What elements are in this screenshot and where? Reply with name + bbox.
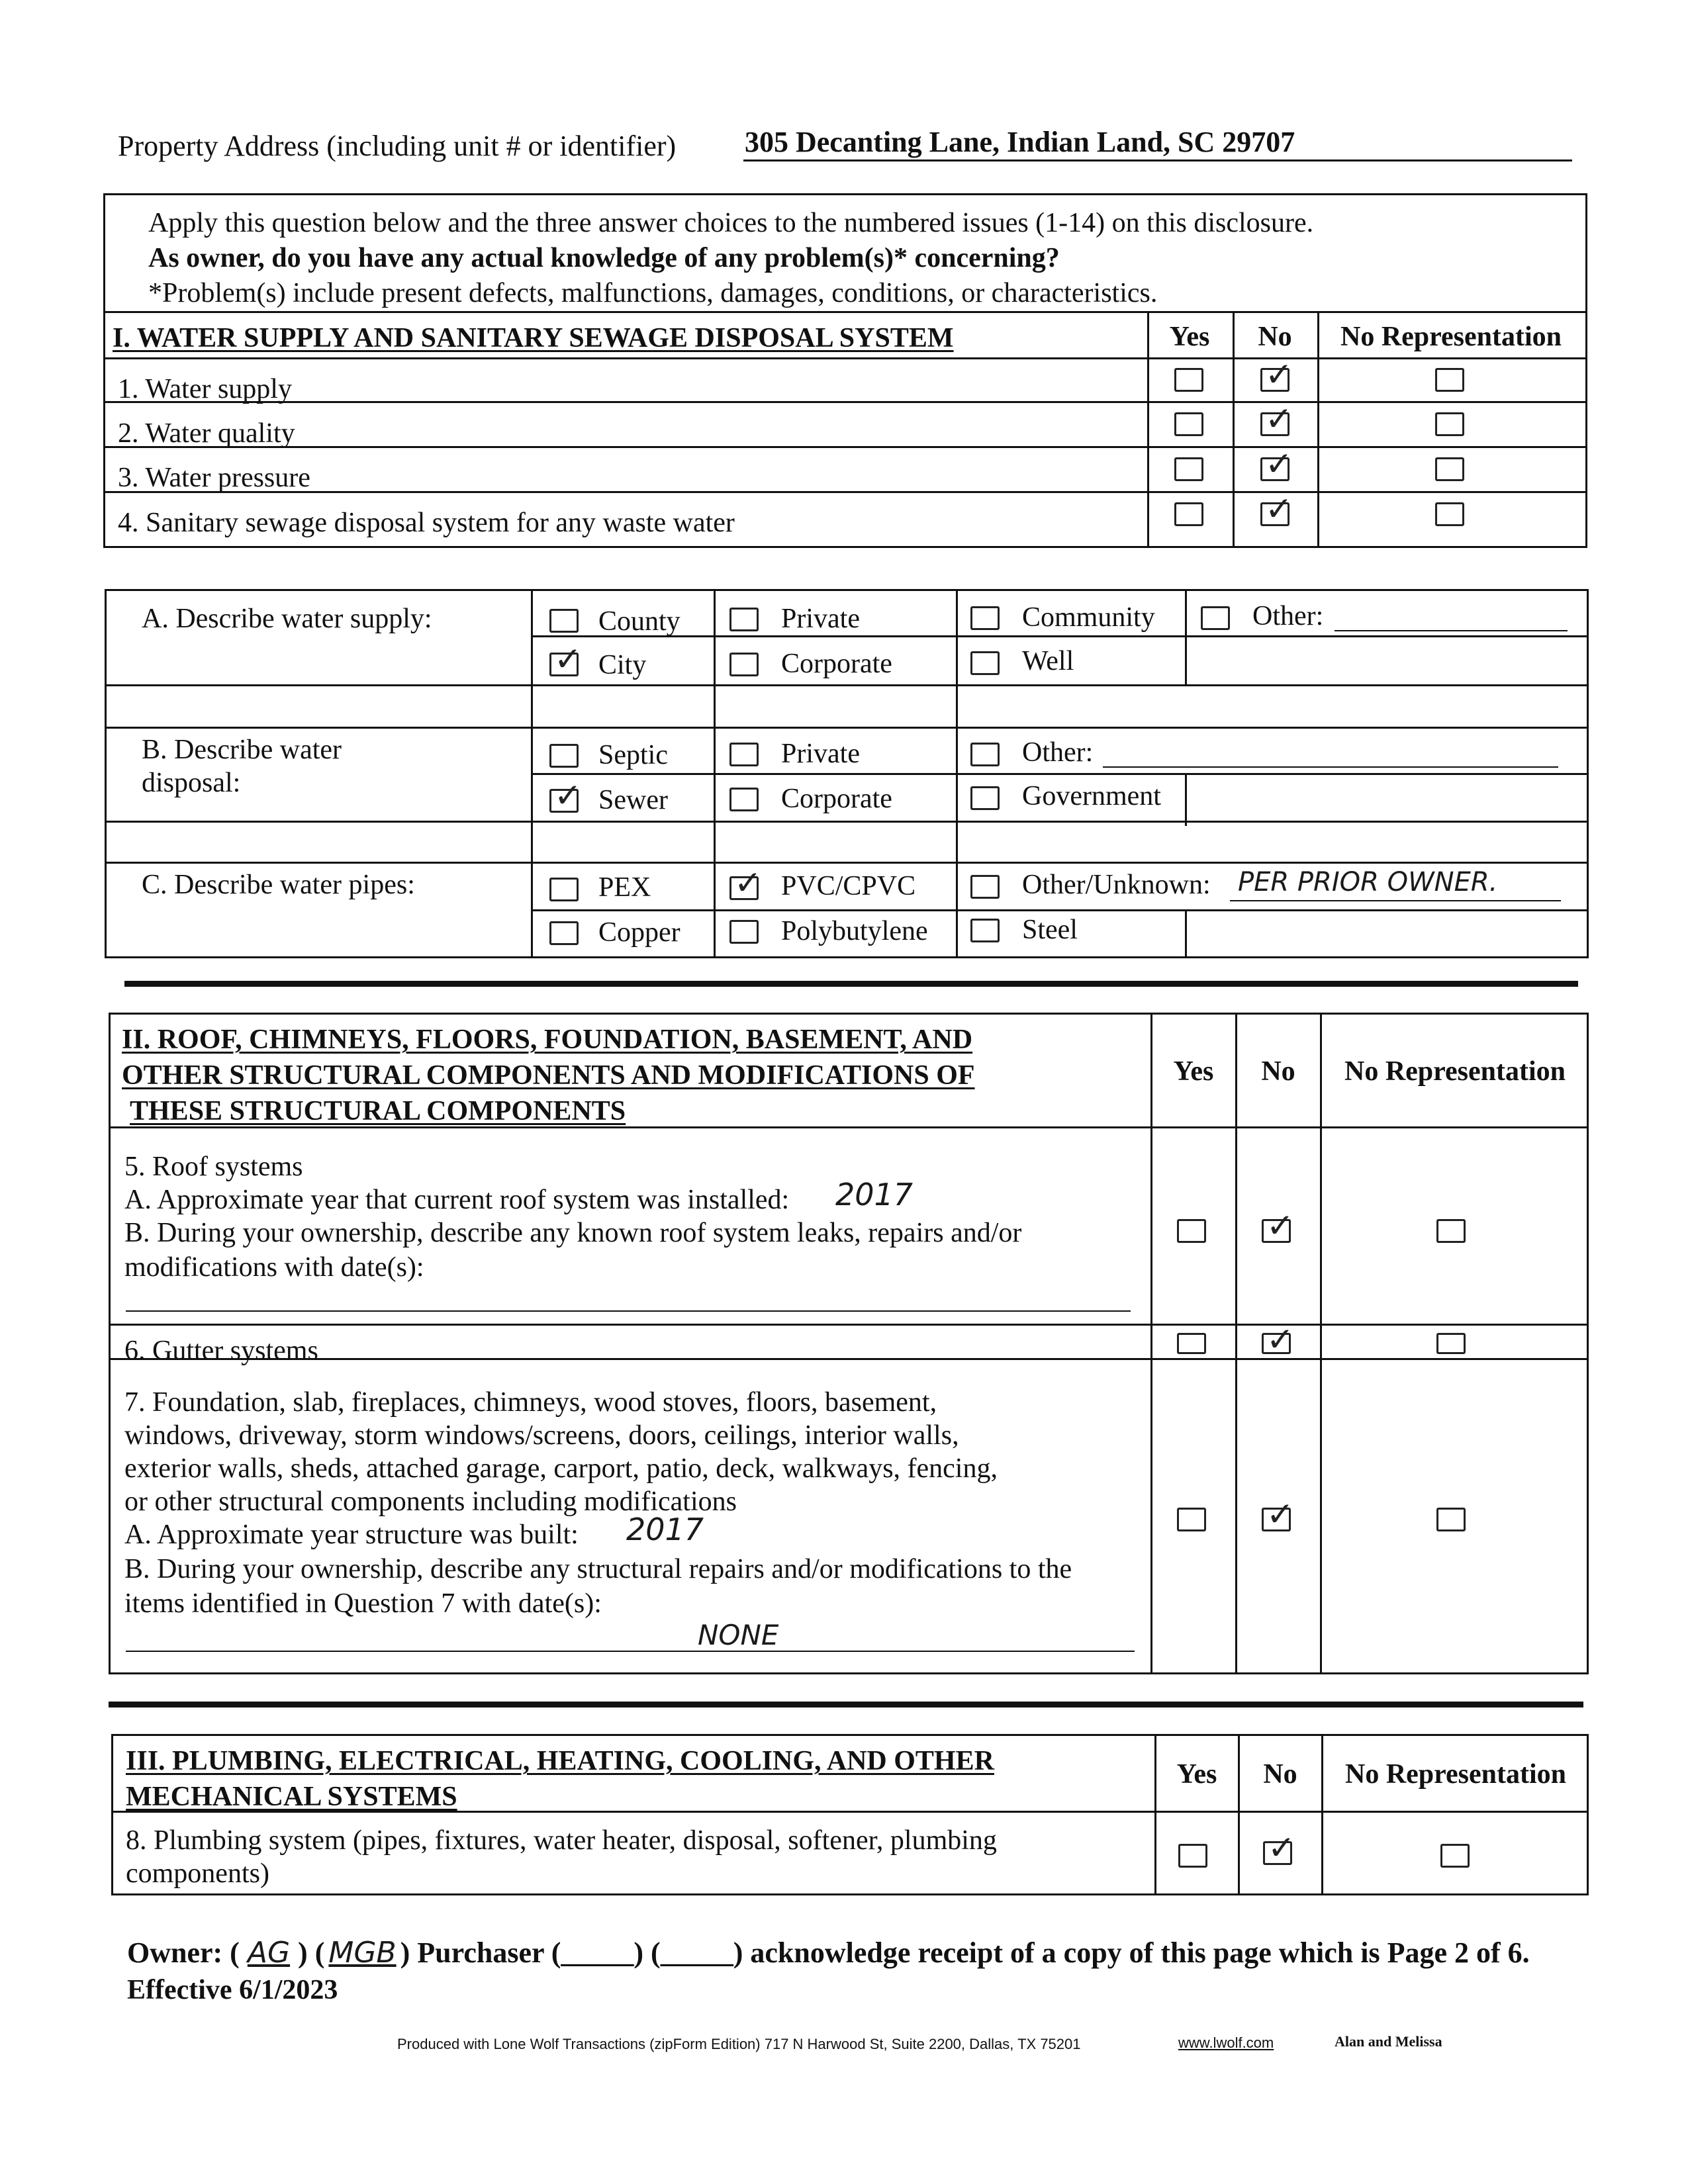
pipes-pvc-label: PVC/CPVC — [781, 871, 916, 901]
section3-title-1: III. PLUMBING, ELECTRICAL, HEATING, COOLING, AND OTHER — [126, 1746, 994, 1776]
divider — [105, 684, 1589, 686]
item4-no-checkbox[interactable] — [1260, 490, 1293, 528]
divider — [531, 773, 1589, 775]
item3-yes-checkbox[interactable] — [1174, 457, 1203, 481]
document-name: Alan and Melissa — [1335, 2033, 1442, 2050]
item6-yes-checkbox[interactable] — [1177, 1333, 1206, 1354]
pipes-polybutylene-checkbox[interactable] — [729, 920, 759, 944]
section1-title: I. WATER SUPPLY AND SANITARY SEWAGE DISPOSAL SYSTEM — [113, 323, 954, 353]
pipes-pvc-checkbox[interactable] — [729, 864, 762, 902]
disposal-septic-label: Septic — [598, 740, 668, 770]
section-separator — [109, 1702, 1583, 1707]
disposal-private-label: Private — [781, 739, 860, 769]
produced-with: Produced with Lone Wolf Transactions (zipForm Edition) 717 N Harwood St, Suite 2200, Dallas, TX 75201 — [397, 2036, 1081, 2052]
divider — [1320, 1013, 1322, 1674]
pipes-other-handwritten: PER PRIOR OWNER. — [1238, 867, 1498, 897]
item5-label: 5. Roof systems — [124, 1152, 303, 1182]
divider — [1233, 311, 1235, 548]
item7-line4: or other structural components including modifications — [124, 1486, 737, 1517]
disposal-other-label: Other: — [1022, 737, 1094, 768]
item5-a-handwritten: 2017 — [835, 1177, 914, 1212]
item5-yes-checkbox[interactable] — [1177, 1219, 1206, 1243]
divider — [1185, 909, 1187, 958]
property-address-value: 305 Decanting Lane, Indian Land, SC 29707 — [745, 126, 1295, 158]
supply-city-checkbox[interactable] — [549, 640, 582, 678]
item6-norep-checkbox[interactable] — [1436, 1333, 1466, 1354]
item6-no-checkbox[interactable] — [1262, 1320, 1294, 1359]
item3-norep-checkbox[interactable] — [1435, 457, 1464, 481]
pipes-other-label: Other/Unknown: — [1022, 870, 1211, 900]
pipes-pex-checkbox[interactable] — [549, 878, 579, 901]
check-icon: ✓ — [554, 776, 582, 815]
divider — [103, 446, 1587, 448]
disposal-other-checkbox[interactable] — [970, 743, 1000, 766]
supply-other-label: Other: — [1252, 601, 1324, 631]
check-icon: ✓ — [1265, 445, 1293, 483]
item5-b2: modifications with date(s): — [124, 1252, 424, 1283]
pipes-steel-label: Steel — [1022, 915, 1078, 945]
intro-line2: As owner, do you have any actual knowledge of any problem(s)* concerning? — [148, 243, 1060, 273]
check-icon: ✓ — [1268, 1829, 1295, 1867]
item1-no-checkbox[interactable] — [1260, 355, 1293, 394]
section2-title-1: II. ROOF, CHIMNEYS, FLOORS, FOUNDATION, BASEMENT, AND — [122, 1024, 973, 1055]
check-icon: ✓ — [1265, 490, 1293, 528]
supply-other-checkbox[interactable] — [1201, 606, 1230, 630]
intro-line3: *Problem(s) include present defects, malfunctions, damages, conditions, or characteristics. — [148, 278, 1158, 308]
item8-line1: 8. Plumbing system (pipes, fixtures, water heater, disposal, softener, plumbing — [126, 1825, 997, 1856]
col-no-representation: No Representation — [1340, 322, 1562, 352]
s3-col-yes: Yes — [1176, 1759, 1217, 1790]
pipes-pex-label: PEX — [598, 872, 651, 903]
disposal-government-checkbox[interactable] — [970, 786, 1000, 810]
item5-b1: B. During your ownership, describe any known roof system leaks, repairs and/or — [124, 1218, 1022, 1248]
divider — [103, 491, 1587, 493]
item5-a: A. Approximate year that current roof system was installed: — [124, 1185, 790, 1215]
disposal-government-label: Government — [1022, 781, 1161, 811]
pipes-other-checkbox[interactable] — [970, 875, 1000, 899]
s2-col-no: No — [1261, 1056, 1295, 1087]
item1-label: 1. Water supply — [118, 374, 292, 404]
supply-county-checkbox[interactable] — [549, 609, 579, 633]
footer-mid2: ) ( — [633, 1936, 661, 1969]
supply-well-checkbox[interactable] — [970, 651, 1000, 675]
footer-acknowledgement — [127, 1936, 1530, 1970]
item7-yes-checkbox[interactable] — [1177, 1508, 1206, 1531]
item4-yes-checkbox[interactable] — [1174, 502, 1203, 526]
item7-b-handwritten: NONE — [698, 1619, 779, 1651]
check-icon: ✓ — [1266, 1495, 1294, 1533]
check-icon: ✓ — [734, 864, 762, 902]
divider — [1185, 773, 1187, 826]
item7-line2: windows, driveway, storm windows/screens, doors, ceilings, interior walls, — [124, 1420, 959, 1451]
item3-label: 3. Water pressure — [118, 463, 310, 493]
col-no: No — [1258, 322, 1292, 352]
disposal-private-checkbox[interactable] — [729, 743, 759, 766]
supply-community-checkbox[interactable] — [970, 606, 1000, 630]
section2-title-3: THESE STRUCTURAL COMPONENTS — [130, 1096, 626, 1126]
item5-no-checkbox[interactable] — [1262, 1206, 1294, 1245]
item7-b2: items identified in Question 7 with date(s): — [124, 1588, 602, 1619]
item2-label: 2. Water quality — [118, 418, 295, 449]
pipes-copper-checkbox[interactable] — [549, 921, 579, 945]
item5-answer-line — [126, 1310, 1131, 1312]
water-supply-label: A. Describe water supply: — [142, 604, 432, 634]
item2-yes-checkbox[interactable] — [1174, 412, 1203, 436]
item5-norep-checkbox[interactable] — [1436, 1219, 1466, 1243]
divider — [103, 357, 1587, 359]
s3-col-no-representation: No Representation — [1344, 1759, 1567, 1790]
property-address-label: Property Address (including unit # or identifier) — [118, 130, 677, 162]
pipes-steel-checkbox[interactable] — [970, 919, 1000, 942]
supply-community-label: Community — [1022, 602, 1155, 633]
item3-no-checkbox[interactable] — [1260, 445, 1293, 483]
footer-mid1: ) ( — [298, 1936, 325, 1969]
item6-label: 6. Gutter systems — [124, 1336, 318, 1366]
divider — [103, 311, 1587, 313]
item2-norep-checkbox[interactable] — [1435, 412, 1464, 436]
supply-corporate-checkbox[interactable] — [729, 653, 759, 676]
s2-col-no-representation: No Representation — [1344, 1056, 1566, 1087]
item8-yes-checkbox[interactable] — [1178, 1844, 1207, 1868]
item2-no-checkbox[interactable] — [1260, 400, 1293, 438]
intro-line1: Apply this question below and the three answer choices to the numbered issues (1-14) on this disclosure. — [148, 208, 1314, 238]
divider — [1235, 1013, 1237, 1674]
s2-col-yes: Yes — [1173, 1056, 1214, 1087]
s3-col-no: No — [1263, 1759, 1297, 1790]
item1-norep-checkbox[interactable] — [1435, 368, 1464, 392]
pipes-polybutylene-label: Polybutylene — [781, 916, 928, 946]
water-disposal-label-2: disposal: — [142, 768, 241, 798]
item4-norep-checkbox[interactable] — [1435, 502, 1464, 526]
item7-answer-line — [126, 1651, 1135, 1652]
water-disposal-label-1: B. Describe water — [142, 735, 342, 765]
item1-yes-checkbox[interactable] — [1174, 368, 1203, 392]
section3-title-2: MECHANICAL SYSTEMS — [126, 1782, 457, 1812]
divider — [109, 1358, 1589, 1360]
divider — [1317, 311, 1319, 548]
disposal-corporate-checkbox[interactable] — [729, 788, 759, 811]
divider — [105, 821, 1589, 823]
supply-corporate-label: Corporate — [781, 649, 892, 679]
supply-other-line — [1335, 630, 1568, 631]
supply-well-label: Well — [1022, 646, 1074, 676]
lwolf-link[interactable]: www.lwolf.com — [1178, 2034, 1274, 2051]
water-pipes-label: C. Describe water pipes: — [142, 870, 415, 900]
item7-line1: 7. Foundation, slab, fireplaces, chimneys, wood stoves, floors, basement, — [124, 1387, 937, 1418]
item7-norep-checkbox[interactable] — [1436, 1508, 1466, 1531]
col-yes: Yes — [1169, 322, 1210, 352]
divider — [531, 635, 1589, 637]
item7-a-handwritten: 2017 — [626, 1512, 704, 1547]
divider — [1150, 1013, 1152, 1674]
supply-private-label: Private — [781, 604, 860, 634]
item7-b1: B. During your ownership, describe any structural repairs and/or modifications to the — [124, 1554, 1072, 1584]
pipes-copper-label: Copper — [598, 917, 680, 948]
footer-owner-text: Owner: ( — [127, 1936, 240, 1969]
pipes-other-line — [1230, 900, 1561, 901]
supply-private-checkbox[interactable] — [729, 608, 759, 631]
purchaser-initials-2[interactable]: _____ — [660, 1936, 733, 1969]
divider — [105, 727, 1589, 729]
owner-initials-1: AG — [247, 1936, 291, 1970]
check-icon: ✓ — [1266, 1206, 1294, 1245]
divider — [109, 1324, 1589, 1326]
section2-title-2: OTHER STRUCTURAL COMPONENTS AND MODIFICATIONS OF — [122, 1060, 975, 1091]
item8-line2: components) — [126, 1858, 269, 1889]
disposal-sewer-label: Sewer — [598, 785, 668, 815]
check-icon: ✓ — [1266, 1320, 1294, 1359]
item8-norep-checkbox[interactable] — [1440, 1844, 1470, 1868]
address-underline — [743, 159, 1572, 161]
footer-tail: ) acknowledge receipt of a copy of this page which is Page 2 of 6. — [733, 1936, 1530, 1969]
disposal-corporate-label: Corporate — [781, 784, 892, 814]
section-separator — [124, 981, 1578, 987]
disposal-septic-checkbox[interactable] — [549, 744, 579, 768]
supply-city-label: City — [598, 650, 647, 680]
divider — [531, 909, 1589, 911]
item7-a: A. Approximate year structure was built: — [124, 1520, 579, 1550]
purchaser-initials-1[interactable]: _____ — [561, 1936, 634, 1969]
check-icon: ✓ — [1265, 400, 1293, 438]
check-icon: ✓ — [1265, 355, 1293, 394]
item8-no-checkbox[interactable] — [1263, 1829, 1295, 1867]
divider — [1147, 311, 1149, 548]
divider — [105, 862, 1589, 864]
disposal-other-line — [1103, 766, 1558, 768]
disposal-sewer-checkbox[interactable] — [549, 776, 582, 815]
owner-initials-2: MGB — [328, 1936, 397, 1970]
item7-line3: exterior walls, sheds, attached garage, carport, patio, deck, walkways, fencing, — [124, 1453, 998, 1484]
supply-county-label: County — [598, 606, 680, 637]
check-icon: ✓ — [554, 640, 582, 678]
effective-date: Effective 6/1/2023 — [127, 1975, 338, 2005]
item7-no-checkbox[interactable] — [1262, 1495, 1294, 1533]
footer-purchaser: ) Purchaser ( — [400, 1936, 561, 1969]
divider — [103, 401, 1587, 403]
item4-label: 4. Sanitary sewage disposal system for any waste water — [118, 508, 735, 538]
